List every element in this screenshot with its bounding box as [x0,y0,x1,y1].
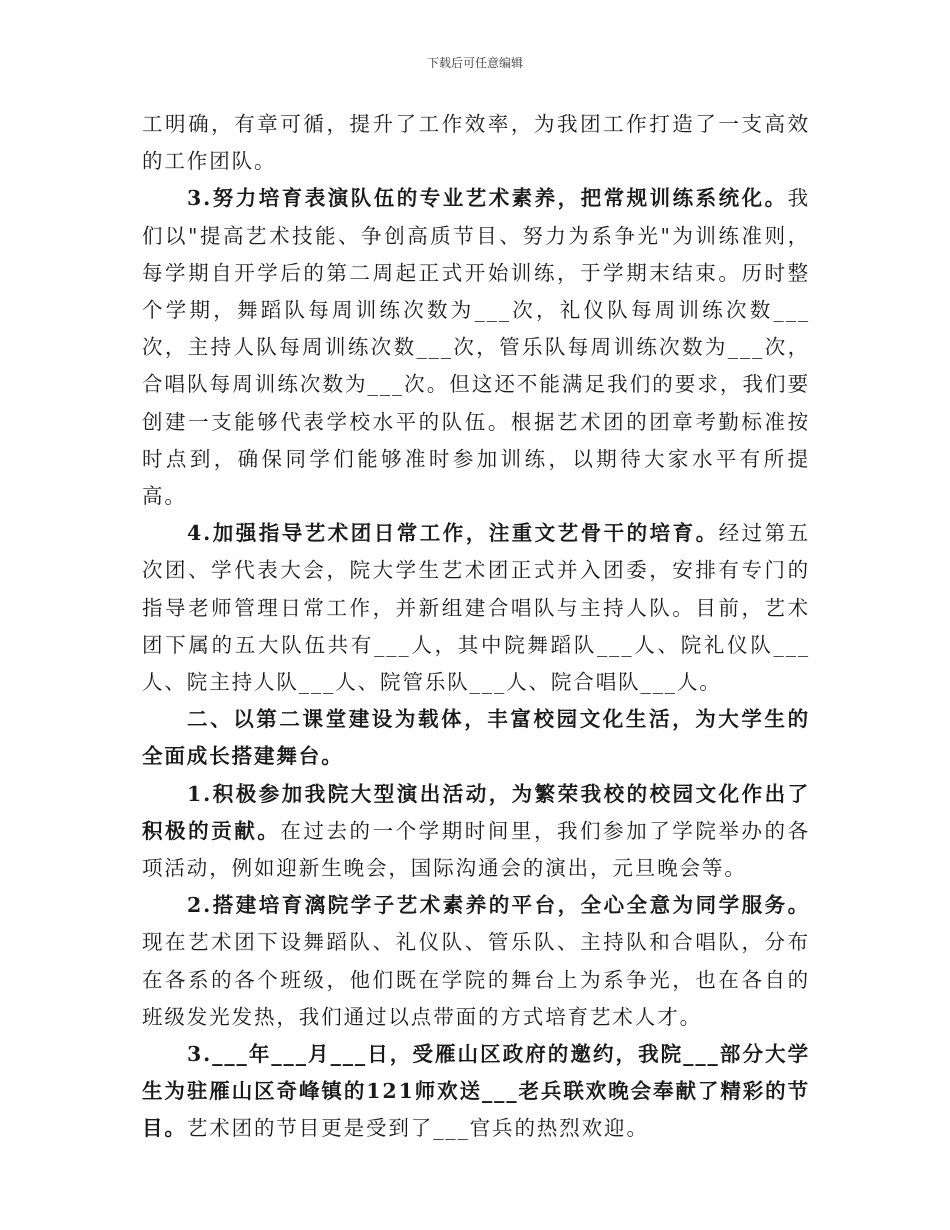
paragraph-veterans-event [142,1036,810,1148]
section-heading-text: 二、以第二课堂建设为载体，丰富校园文化生活，为大学生的全面成长搭建舞台。 [142,707,810,769]
paragraph-guidance [142,515,810,701]
document-body [142,106,810,1148]
paragraph-heading: 2.搭建培育漓院学子艺术素养的平台，全心全意为同学服务。 [187,893,810,918]
paragraph-heading: 3.努力培育表演队伍的专业艺术素养，把常规训练系统化。 [187,186,788,211]
paragraph-performances [142,776,810,888]
paragraph-heading: 1.积极参加我院大型演出活动，为繁荣我校的校园文化作出了积极的贡献。 [142,781,810,843]
paragraph-text: 现在艺术团下设舞蹈队、礼仪队、管乐队、主持队和合唱队，分布在各系的各个班级，他们既在学院的舞台上为系争光，也在各自的班级发光发热，我们通过以点带面的方式培育艺术人才。 [142,930,810,1029]
paragraph-text: 经过第五次团、学代表大会，院大学生艺术团正式并入团委，安排有专门的指导老师管理日常工作，并新组建合唱队与主持人队。目前，艺术团下属的五大队伍共有___人，其中院舞蹈队___人、院礼仪队___人、院主持人队___人、院管乐队___人、院合唱队___人。 [142,521,811,695]
paragraph-heading: 4.加强指导艺术团日常工作，注重文艺骨干的培育。 [187,521,719,546]
paragraph-text: 艺术团的节目更是受到了___官兵的热烈欢迎。 [186,1116,649,1141]
paragraph-heading: 3.___年___月___日，受雁山区政府的邀约，我院___部分大学生为驻雁山区奇峰镇的121师欢送___老兵联欢晚会奉献了精彩的节目。 [142,1042,810,1141]
page-header: 下载后可任意编辑 [426,56,523,70]
paragraph-text: 工明确，有章可循，提升了工作效率，为我团工作打造了一支高效的工作团队。 [142,112,810,174]
section-heading [142,701,810,775]
paragraph-continuation [142,106,810,180]
paragraph-text: 我们以"提高艺术技能、争创高质节目、努力为系争光"为训练准则，每学期自开学后的第二周起正式开始训练，于学期末结束。历时整个学期，舞蹈队每周训练次数为___次，礼仪队每周训练次数___次，主持人队每周训练次数___次，管乐队每周训练次数为___次，合唱队每周训练次数为___次。但这还不能满足我们的要求，我们要创建一支能够代表学校水平的队伍。根据艺术团的团章考勤标准按时点到，确保同学们能够准时参加训练，以期待大家水平有所提高。 [142,186,810,509]
paragraph-training [142,180,810,515]
paragraph-text: 在过去的一个学期时间里，我们参加了学院举办的各项活动，例如迎新生晚会，国际沟通会的演出，元旦晚会等。 [142,818,810,881]
paragraph-platform [142,887,810,1036]
